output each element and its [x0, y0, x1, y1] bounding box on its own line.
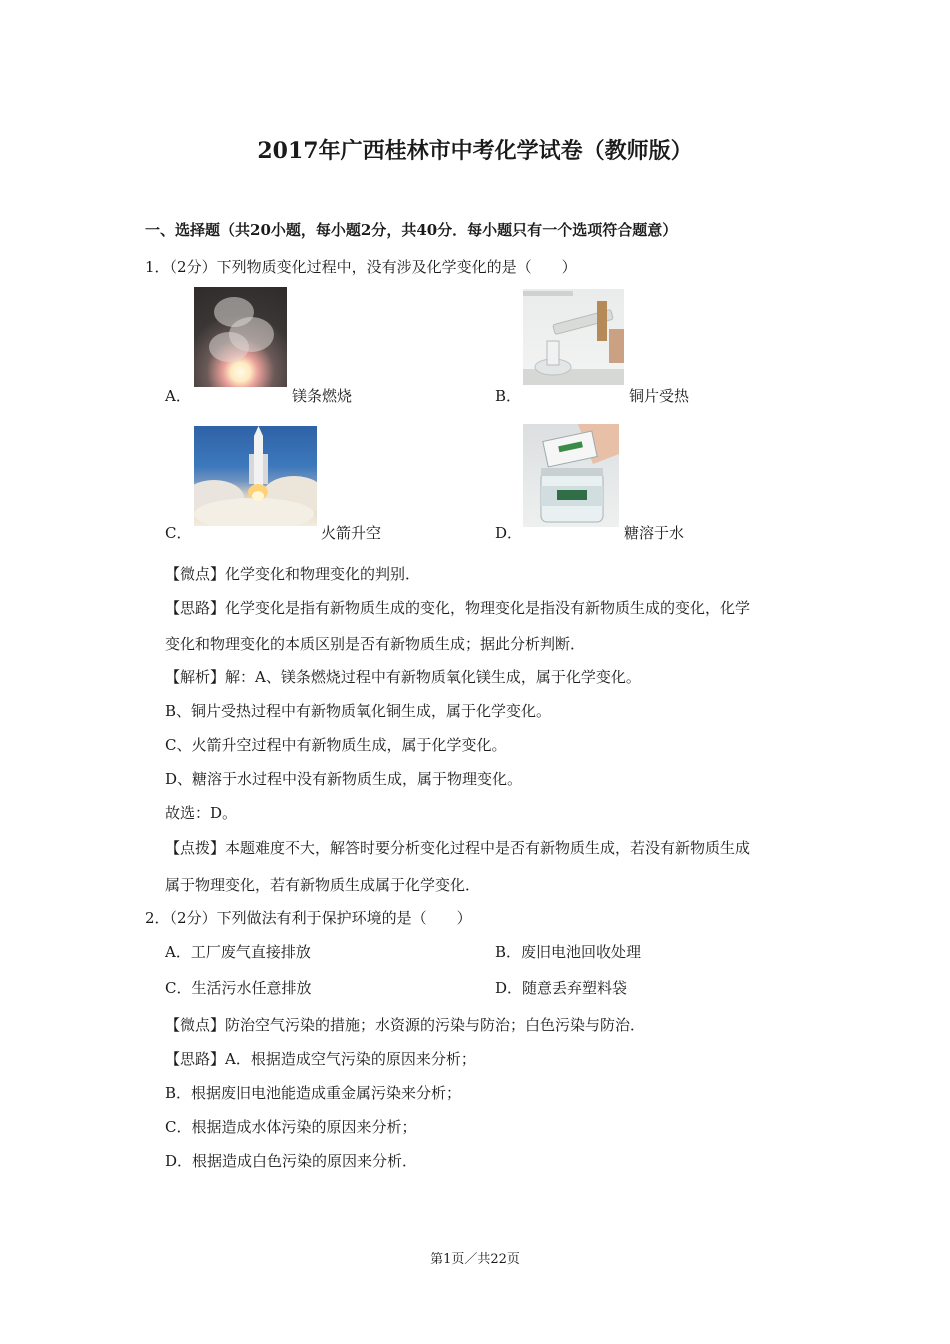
section-heading: 一、选择题（共20小题，每小题2分，共40分．每小题只有一个选项符合题意）	[145, 221, 678, 239]
q1-analysis-line: 【解析】解：A、镁条燃烧过程中有新物质氧化镁生成，属于化学变化。	[165, 668, 641, 686]
option-a-caption: 镁条燃烧	[292, 387, 353, 405]
q2-analysis-line: D．根据造成白色污染的原因来分析．	[165, 1152, 418, 1170]
q2-option-c: C．生活污水任意排放	[165, 979, 312, 997]
option-d-caption: 糖溶于水	[624, 524, 685, 542]
option-b-caption: 铜片受热	[629, 387, 690, 405]
q1-analysis-line: C、火箭升空过程中有新物质生成，属于化学变化。	[165, 736, 507, 754]
q2-option-a: A．工厂废气直接排放	[165, 943, 311, 961]
q1-analysis-line: 属于物理变化，若有新物质生成属于化学变化．	[165, 876, 481, 894]
q2-analysis-line: 【微点】防治空气污染的措施；水资源的污染与防治；白色污染与防治．	[165, 1016, 646, 1034]
q2-analysis-line: C．根据造成水体污染的原因来分析；	[165, 1118, 417, 1136]
q1-analysis-line: B、铜片受热过程中有新物质氧化铜生成，属于化学变化。	[165, 702, 552, 720]
q1-analysis-line: 【点拨】本题难度不大，解答时要分析变化过程中是否有新物质生成，若没有新物质生成	[165, 839, 751, 857]
option-c-letter: C．	[165, 524, 192, 542]
rocket-launch-image	[194, 426, 317, 526]
question-1-stem: 1．（2分）下列物质变化过程中，没有涉及化学变化的是（ ）	[145, 258, 577, 276]
page-footer: 第1页／共22页	[430, 1252, 520, 1267]
option-c-caption: 火箭升空	[321, 524, 382, 542]
q2-option-d: D．随意丢弃塑料袋	[495, 979, 628, 997]
option-a-letter: A．	[165, 387, 191, 405]
q1-analysis-line: 【思路】化学变化是指有新物质生成的变化，物理变化是指没有新物质生成的变化，化学	[165, 599, 751, 617]
q1-analysis-line: 【微点】化学变化和物理变化的判别．	[165, 565, 421, 583]
q1-analysis-line: 变化和物理变化的本质区别是否有新物质生成；据此分析判断．	[165, 635, 586, 653]
question-2-stem: 2．（2分）下列做法有利于保护环境的是（ ）	[145, 909, 472, 927]
option-d-letter: D．	[495, 524, 523, 542]
option-b-letter: B．	[495, 387, 522, 405]
magnesium-burning-image	[194, 287, 287, 387]
q1-analysis-line: D、糖溶于水过程中没有新物质生成，属于物理变化。	[165, 770, 523, 788]
q1-analysis-line: 故选：D。	[165, 804, 238, 822]
q2-analysis-line: 【思路】A．根据造成空气污染的原因来分析；	[165, 1050, 476, 1068]
q2-option-b: B．废旧电池回收处理	[495, 943, 642, 961]
sugar-dissolving-image	[523, 424, 619, 527]
document-title: 2017年广西桂林市中考化学试卷（教师版）	[257, 138, 693, 164]
copper-heating-image	[523, 289, 624, 385]
q2-analysis-line: B．根据废旧电池能造成重金属污染来分析；	[165, 1084, 462, 1102]
